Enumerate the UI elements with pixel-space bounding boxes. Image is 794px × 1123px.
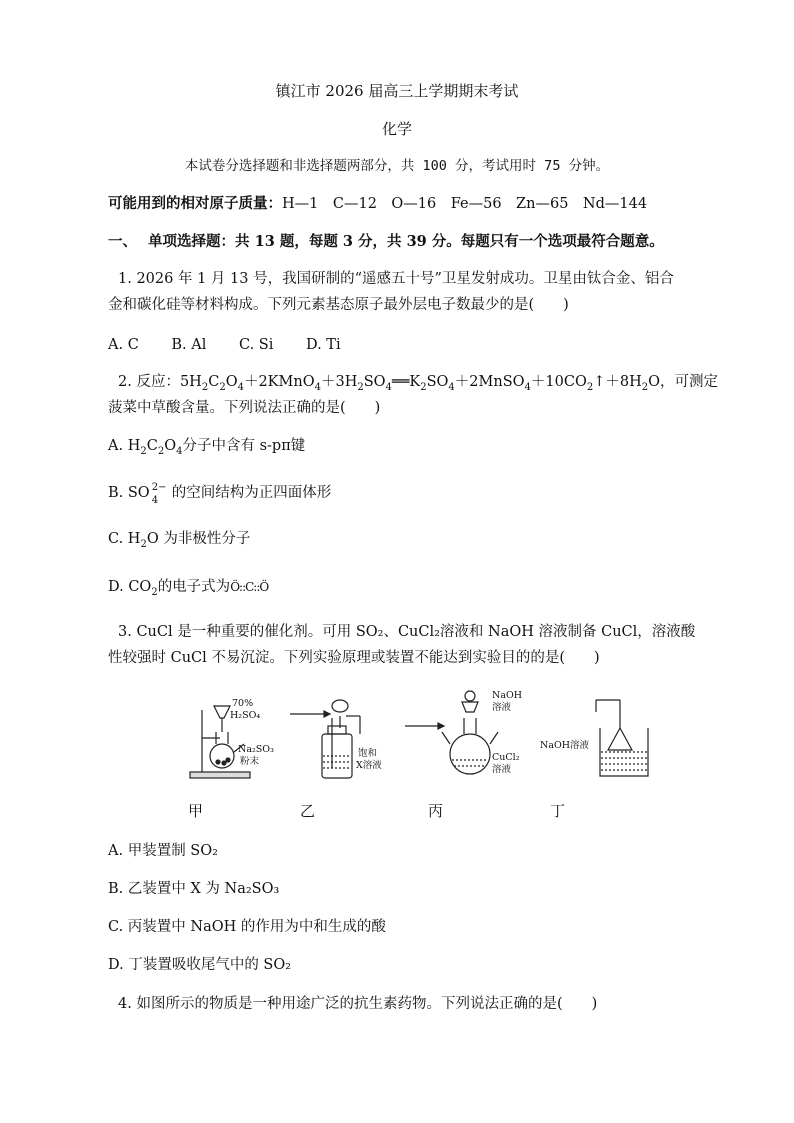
q1-option-b[interactable]: B. Al	[171, 337, 207, 353]
q2-line2: 菠菜中草酸含量。下列说法正确的是( )	[108, 400, 381, 416]
svg-text:CuCl₂: CuCl₂	[492, 752, 520, 763]
atomic-mass-label: 可能用到的相对原子质量：	[108, 195, 282, 212]
apparatus-figure	[180, 688, 670, 788]
q1-option-a[interactable]: A. C	[108, 337, 139, 353]
figure-label-bing: 丙	[428, 802, 444, 820]
section-number: 一、	[108, 233, 137, 250]
q1-line1: 1. 2026 年 1 月 13 号，我国研制的“遥感五十号”卫星发射成功。卫星由钛合金、铝合	[118, 271, 674, 287]
q1-options	[108, 334, 720, 356]
exam-title: 镇江市 2026 届高三上学期期末考试	[275, 82, 519, 100]
svg-text:溶液: 溶液	[492, 702, 512, 713]
q1-option-d[interactable]: D. Ti	[305, 337, 341, 353]
q2-option-d[interactable]: D. $CO_2$的电子式为Ö::C::Ö	[108, 579, 269, 598]
q2-option-b[interactable]: B. SO 2− 4 的空间结构为正四面体形	[108, 482, 332, 506]
section-text: 单项选择题：共 13 题，每题 3 分，共 39 分。每题只有一个选项最符合题意。	[148, 233, 664, 250]
figure-label-jia: 甲	[188, 802, 204, 820]
q3-option-a[interactable]: A. 甲装置制 SO₂	[108, 843, 218, 859]
figure-label-yi: 乙	[300, 802, 316, 820]
apparatus-ding	[596, 700, 648, 776]
q1-line2: 金和碳化硅等材料构成。下列元素基态原子最外层电子数最少的是( )	[108, 297, 569, 313]
q2-option-a[interactable]: A. $H_2C_2O_4$分子中含有 s-pπ键	[108, 438, 306, 457]
svg-text:NaOH溶液: NaOH溶液	[540, 740, 590, 751]
q1-option-c[interactable]: C. Si	[239, 337, 274, 353]
svg-text:70%: 70%	[232, 698, 254, 709]
exam-note: 本试卷分选择题和非选择题两部分，共 100 分，考试用时 75 分钟。	[184, 158, 610, 174]
apparatus-yi	[290, 700, 360, 778]
svg-text:溶液: 溶液	[492, 764, 512, 775]
q4-line1: 4. 如图所示的物质是一种用途广泛的抗生素药物。下列说法正确的是( )	[118, 996, 598, 1012]
q3-option-b[interactable]: B. 乙装置中 X 为 Na₂SO₃	[108, 881, 280, 897]
q3-option-c[interactable]: C. 丙装置中 NaOH 的作用为中和生成的酸	[108, 919, 386, 935]
q3-option-d[interactable]: D. 丁装置吸收尾气中的 SO₂	[108, 957, 292, 973]
atomic-mass-line	[108, 193, 720, 215]
q2-prefix: 2. 反应：5H	[118, 374, 202, 390]
q3-line2: 性较强时 CuCl 不易沉淀。下列实验原理或装置不能达到实验目的的是( )	[108, 650, 600, 666]
subject-title: 化学	[381, 120, 412, 138]
svg-text:Na₂SO₃: Na₂SO₃	[238, 744, 274, 755]
atomic-mass-values: H—1 C—12 O—16 Fe—56 Zn—65 Nd—144	[282, 196, 648, 212]
svg-text:粉末: 粉末	[240, 756, 260, 767]
figure-label-ding: 丁	[550, 802, 566, 820]
apparatus-bing	[405, 691, 498, 774]
svg-text:X溶液: X溶液	[356, 760, 382, 771]
svg-text:NaOH: NaOH	[492, 690, 523, 701]
svg-text:饱和: 饱和	[358, 748, 378, 759]
q2-option-c[interactable]: C. $H_2O$ 为非极性分子	[108, 531, 251, 550]
q2-tail: ，可测定	[660, 374, 719, 390]
q3-line1: 3. CuCl 是一种重要的催化剂。可用 SO₂、CuCl₂溶液和 NaOH 溶液制备 CuCl，溶液酸	[118, 624, 696, 640]
svg-text:H₂SO₄: H₂SO₄	[230, 710, 261, 721]
section-heading	[108, 231, 720, 253]
co2-electron-formula: Ö::C::Ö	[230, 580, 269, 594]
q2-line1: 2. 反应：$5H_2C_2O_4+2KMnO_4+3H_2SO_4══K_2SO_4+2MnSO_4+10CO_2↑+8H_2O$，可测定	[118, 374, 719, 393]
